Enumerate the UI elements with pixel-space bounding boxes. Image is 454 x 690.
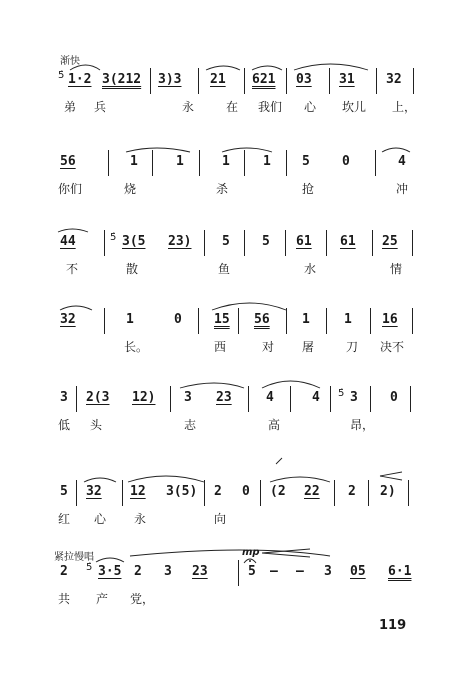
lyric-row	[0, 180, 454, 200]
note-group: 5	[302, 154, 310, 169]
note-group: 0	[242, 484, 250, 499]
lyric: 高	[268, 418, 281, 432]
barline	[329, 68, 330, 94]
note-group: 2(3	[86, 390, 110, 405]
barline	[238, 560, 239, 586]
lyric: 你们	[58, 182, 83, 196]
note-group: 22	[304, 484, 320, 499]
score-system-6	[0, 476, 454, 556]
barline	[285, 230, 286, 256]
note-group: 1	[263, 154, 271, 169]
lyric: 长。	[124, 340, 149, 354]
barline	[376, 68, 377, 94]
notation-row	[0, 146, 454, 176]
note-group: 3	[60, 390, 68, 405]
note-group: (2	[270, 484, 286, 499]
note-group: 1	[344, 312, 352, 327]
lyric-row	[0, 510, 454, 530]
barline	[76, 386, 77, 412]
score-system-5	[0, 382, 454, 462]
barline	[248, 386, 249, 412]
barline	[413, 68, 414, 94]
note-group: 32	[86, 484, 102, 499]
note-group: 1	[222, 154, 230, 169]
note-group: 5	[60, 484, 68, 499]
page-number: 119	[379, 618, 407, 633]
barline	[286, 308, 287, 334]
score-system-2	[0, 146, 454, 226]
lyric: 上，	[392, 100, 417, 114]
note-group: 5	[222, 234, 230, 249]
barline	[260, 480, 261, 506]
lyric: 低	[58, 418, 71, 432]
note-group: 2	[214, 484, 222, 499]
note-group: 4	[398, 154, 406, 169]
note-group: 1	[176, 154, 184, 169]
note-group: 56	[60, 154, 76, 169]
lyric: 散	[126, 262, 139, 276]
note-group: 56	[254, 312, 270, 327]
note-group: 5	[262, 234, 270, 249]
note-group: 3	[164, 564, 172, 579]
barline	[410, 386, 411, 412]
barline	[152, 150, 153, 176]
notation-row	[0, 556, 454, 586]
barline	[334, 480, 335, 506]
lyric: 弟	[64, 100, 77, 114]
lyric: 共	[58, 592, 71, 606]
lyric: 西	[214, 340, 227, 354]
note-group: 3	[324, 564, 332, 579]
lyric: 坎儿	[342, 100, 367, 114]
note-group: 3	[350, 390, 358, 405]
note-group: 23)	[168, 234, 192, 249]
barline	[408, 480, 409, 506]
note-group: —	[296, 564, 304, 579]
barline	[108, 150, 109, 176]
lyric-row	[0, 98, 454, 118]
note-group: 32	[386, 72, 402, 87]
note-group: 16	[382, 312, 398, 327]
barline	[370, 386, 371, 412]
lyric: 永	[182, 100, 195, 114]
barline	[104, 230, 105, 256]
note-group: 21	[210, 72, 226, 87]
barline	[326, 308, 327, 334]
lyric: 刀	[346, 340, 359, 354]
note-group: —	[270, 564, 278, 579]
dynamic-mark: mp	[242, 547, 260, 558]
score-system-3	[0, 226, 454, 306]
note-group: 3(5	[122, 234, 146, 249]
lyric: 心	[94, 512, 107, 526]
lyric: 红	[58, 512, 71, 526]
lyric: 不	[66, 262, 79, 276]
barline	[244, 230, 245, 256]
lyric-row	[0, 590, 454, 610]
note-group: 12	[130, 484, 146, 499]
lyric-row	[0, 416, 454, 436]
barline	[244, 68, 245, 94]
lyric: 烧	[124, 182, 137, 196]
barline	[204, 230, 205, 256]
note-group: 05	[350, 564, 366, 579]
key-signature: 5̇	[86, 562, 93, 573]
note-group: 15	[214, 312, 230, 327]
notation-row	[0, 226, 454, 256]
lyric: 我们	[258, 100, 283, 114]
note-group: 44	[60, 234, 76, 249]
barline	[412, 230, 413, 256]
note-group: 1	[126, 312, 134, 327]
barline	[104, 308, 105, 334]
note-group: 25	[382, 234, 398, 249]
barline	[375, 150, 376, 176]
note-group: 61	[296, 234, 312, 249]
notation-row	[0, 64, 454, 94]
barline	[238, 308, 239, 334]
notation-row	[0, 382, 454, 412]
note-group: 4	[266, 390, 274, 405]
barline	[330, 386, 331, 412]
barline	[76, 480, 77, 506]
tempo-mark: 紧拉慢唱	[54, 552, 94, 563]
lyric: 在	[226, 100, 239, 114]
barline	[412, 308, 413, 334]
note-group: 0	[342, 154, 350, 169]
barline	[286, 150, 287, 176]
lyric: 产	[96, 592, 109, 606]
notation-row	[0, 304, 454, 334]
barline	[244, 150, 245, 176]
lyric: 党，	[130, 592, 155, 606]
note-group: 1	[302, 312, 310, 327]
note-group: 23	[192, 564, 208, 579]
lyric: 永	[134, 512, 147, 526]
score-system-4	[0, 304, 454, 384]
lyric: 冲	[396, 182, 409, 196]
barline	[122, 480, 123, 506]
barline	[370, 308, 371, 334]
barline	[290, 386, 291, 412]
barline	[372, 230, 373, 256]
barline	[286, 68, 287, 94]
lyric: 志	[184, 418, 197, 432]
note-group: 3	[184, 390, 192, 405]
lyric: 情	[390, 262, 403, 276]
lyric: 兵	[94, 100, 107, 114]
note-group: 0	[390, 390, 398, 405]
note-group: 2	[134, 564, 142, 579]
key-signature: 5̇	[338, 388, 345, 399]
lyric: 对	[262, 340, 275, 354]
note-group: 621	[252, 72, 276, 87]
note-group: 12)	[132, 390, 156, 405]
note-group: 3)3	[158, 72, 182, 87]
note-group: 03	[296, 72, 312, 87]
note-group: 32	[60, 312, 76, 327]
tempo-mark-accelerando: 渐快	[60, 56, 80, 67]
key-signature: 5̇	[110, 232, 117, 243]
lyric: 心	[304, 100, 317, 114]
note-group: 31	[339, 72, 355, 87]
barline	[204, 480, 205, 506]
note-group: 0	[174, 312, 182, 327]
lyric: 杀	[216, 182, 229, 196]
note-group: 2	[348, 484, 356, 499]
note-group: 4	[312, 390, 320, 405]
barline	[199, 150, 200, 176]
note-group: 23	[216, 390, 232, 405]
barline	[198, 308, 199, 334]
lyric: 向	[214, 512, 227, 526]
note-group: 3(212	[102, 72, 142, 87]
lyric: 鱼	[218, 262, 231, 276]
note-group: 6·1	[388, 564, 412, 579]
barline	[150, 68, 151, 94]
lyric-row	[0, 260, 454, 280]
lyric: 屠	[302, 340, 315, 354]
key-signature: 5̇	[58, 70, 65, 81]
lyric: 头	[90, 418, 103, 432]
lyric: 昂，	[350, 418, 375, 432]
barline	[198, 68, 199, 94]
lyric: 水	[304, 262, 317, 276]
lyric: 抢	[302, 182, 315, 196]
note-group: 2	[60, 564, 68, 579]
note-group: 2)	[380, 484, 396, 499]
barline	[368, 480, 369, 506]
lyric-row	[0, 338, 454, 358]
note-group: 1	[130, 154, 138, 169]
note-group: 1·2	[68, 72, 92, 87]
note-group: 3·5	[98, 564, 122, 579]
note-group: 5	[248, 564, 256, 579]
barline	[170, 386, 171, 412]
barline	[326, 230, 327, 256]
notation-row	[0, 476, 454, 506]
score-system-1	[0, 64, 454, 144]
note-group: 61	[340, 234, 356, 249]
lyric: 决不	[380, 340, 405, 354]
note-group: 3(5)	[166, 484, 198, 499]
